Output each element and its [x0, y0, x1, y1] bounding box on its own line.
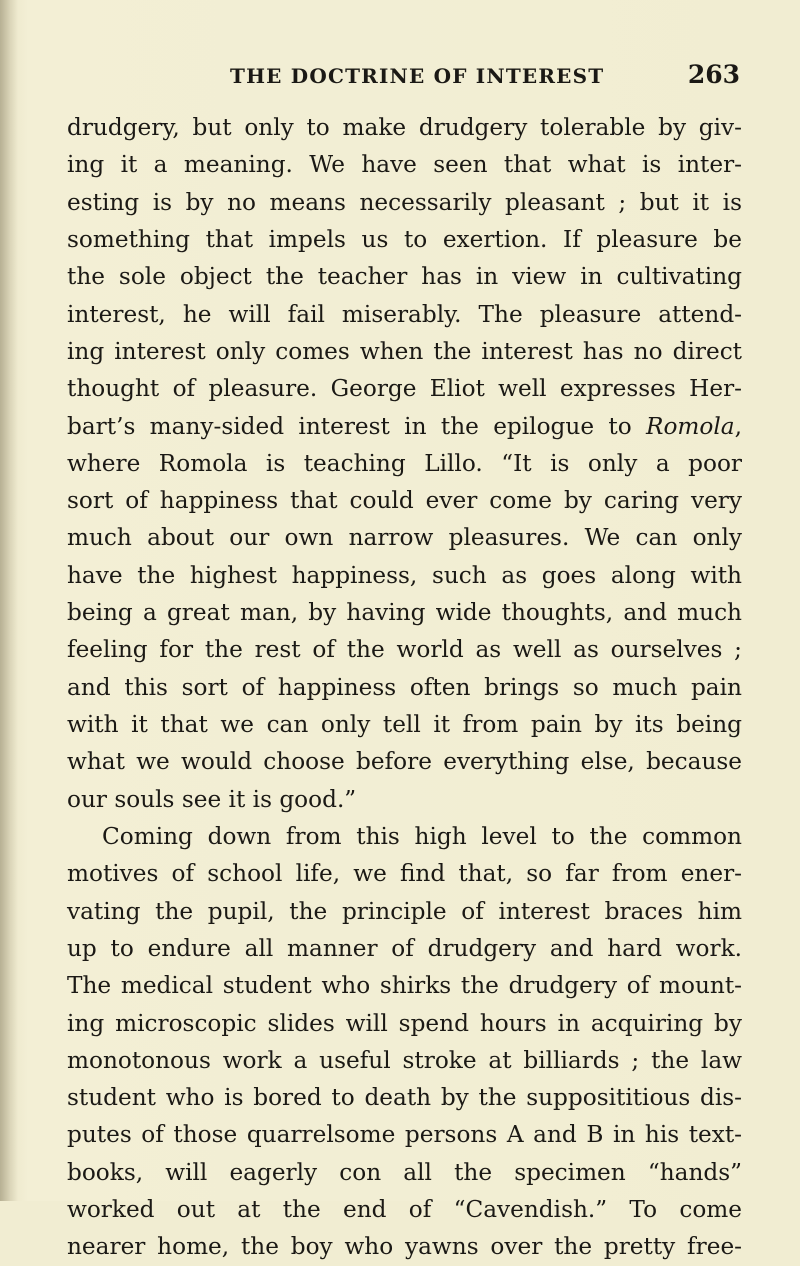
text-line-12: much about our own narrow pleasures. We can only [67, 524, 742, 552]
text-line-23: up to endure all manner of drudgery and hard work. [67, 934, 742, 962]
text-line-9 [67, 408, 742, 445]
binding-shadow [0, 0, 18, 1201]
text-line-6: interest, he will fail miserably. The pleasure attend- [67, 300, 742, 328]
text-line-17: with it that we can only tell it from pain by its being [67, 711, 742, 738]
body-text [67, 109, 742, 1266]
text-line-25: ing microscopic slides will spend hours in acquiring by [67, 1009, 742, 1037]
text-line-15: feeling for the rest of the world as well as ourselves ; [67, 636, 742, 664]
text-line-19: our souls see it is good.” [67, 785, 357, 813]
text-line-24: The medical student who shirks the drudgery of mount- [67, 972, 742, 1000]
text-line-3: esting is by no means necessarily pleasant ; but it is [67, 188, 742, 216]
text-line-8: thought of pleasure. George Eliot well expresses Her- [67, 375, 742, 403]
text-line-16: and this sort of happiness often brings so much pain [67, 673, 742, 701]
text-line-28: putes of those quarrelsome persons A and B in his text- [67, 1121, 742, 1149]
line-9-text-end: , [734, 412, 742, 440]
text-line-31: nearer home, the boy who yawns over the pretty free- [67, 1233, 742, 1261]
text-line-14: being a great man, by having wide thoughts, and much [67, 599, 742, 627]
text-line-18: what we would choose before everything else, because [67, 748, 742, 776]
page-number: 263 [687, 60, 740, 89]
text-line-10: where Romola is teaching Lillo. “It is only a poor [67, 449, 742, 477]
book-title-romola: Romola [646, 412, 735, 440]
text-line-20: Coming down from this high level to the common [102, 822, 742, 850]
text-line-29: books, will eagerly con all the specimen “hands” [67, 1158, 742, 1186]
text-line-13: have the highest happiness, such as goes along with [67, 561, 742, 589]
text-line-2: ing it a meaning. We have seen that what is inter- [67, 151, 742, 179]
text-line-5: the sole object the teacher has in view in cultivating [67, 263, 742, 291]
text-line-1: drudgery, but only to make drudgery tolerable by giv- [67, 114, 742, 141]
text-line-11: sort of happiness that could ever come by caring very [67, 487, 742, 515]
running-title: THE DOCTRINE OF INTEREST [230, 64, 605, 88]
text-line-21: motives of school life, we find that, so far from ener- [67, 860, 742, 888]
line-9-text-start: bart’s many-sided interest in the epilogue to [67, 412, 647, 440]
text-line-27: student who is bored to death by the supposititious dis- [67, 1084, 742, 1112]
text-line-4: something that impels us to exertion. If pleasure be [67, 225, 742, 253]
text-line-22: vating the pupil, the principle of interest braces him [67, 897, 742, 925]
text-line-7: ing interest only comes when the interest has no direct [67, 337, 742, 365]
page-header [230, 60, 740, 96]
text-line-30: worked out at the end of “Cavendish.” To come [67, 1196, 742, 1224]
text-line-26: monotonous work a useful stroke at billiards ; the law [67, 1046, 742, 1074]
